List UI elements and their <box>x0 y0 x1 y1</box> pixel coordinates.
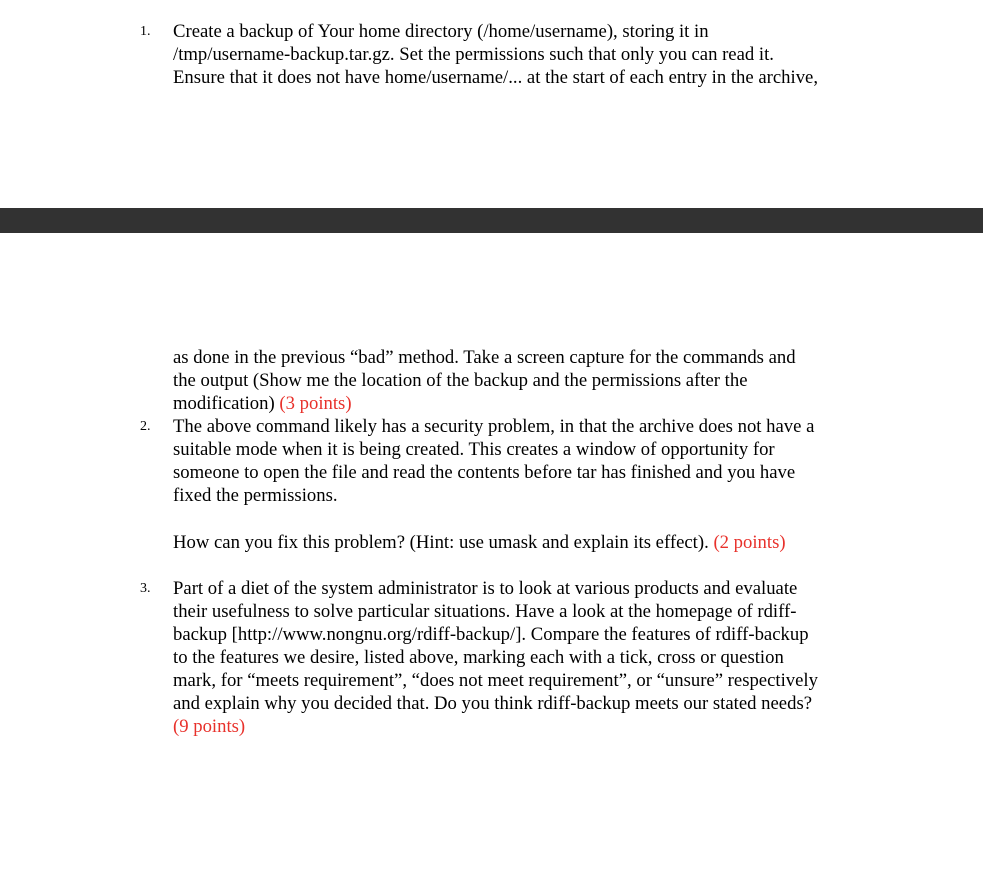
question-3-line: mark, for “meets requirement”, “does not meet requirement”, or “unsure” respectively <box>173 670 818 691</box>
page-break-bar <box>0 208 983 233</box>
question-2-followup <box>173 531 786 554</box>
question-3-line: to the features we desire, listed above, marking each with a tick, cross or question <box>173 647 784 668</box>
question-3-line: backup [http://www.nongnu.org/rdiff-backup/]. Compare the features of rdiff-backup <box>173 624 809 645</box>
question-3-line: Part of a diet of the system administrator is to look at various products and evaluate <box>173 578 798 599</box>
question-1-continuation-line: the output (Show me the location of the backup and the permissions after the <box>173 370 748 391</box>
question-1-line: /tmp/username-backup.tar.gz. Set the permissions such that only you can read it. <box>173 44 774 65</box>
question-2-line: suitable mode when it is being created. This creates a window of opportunity for <box>173 439 775 460</box>
question-2-line: The above command likely has a security problem, in that the archive does not have a <box>173 416 815 437</box>
question-2-line: someone to open the file and read the contents before tar has finished and you have <box>173 462 796 483</box>
question-1-line: Ensure that it does not have home/username/... at the start of each entry in the archive, <box>173 67 819 88</box>
question-2-line: fixed the permissions. <box>173 485 338 506</box>
question-2-points: (2 points) <box>713 532 786 553</box>
question-3-number: 3. <box>140 581 151 596</box>
page-bottom <box>0 233 983 883</box>
question-2-followup-text: How can you fix this problem? (Hint: use umask and explain its effect). <box>173 532 709 553</box>
question-3-points: (9 points) <box>173 716 246 737</box>
question-3-line: their usefulness to solve particular situations. Have a look at the homepage of rdiff- <box>173 601 797 622</box>
question-1-last-line <box>173 392 352 415</box>
page-top <box>0 0 983 208</box>
question-1-last-line-text: modification) <box>173 393 275 414</box>
question-1-number: 1. <box>140 24 151 39</box>
question-2-number: 2. <box>140 419 151 434</box>
question-3-line: and explain why you decided that. Do you think rdiff-backup meets our stated needs? <box>173 693 813 714</box>
question-1-line: Create a backup of Your home directory (/home/username), storing it in <box>173 21 709 42</box>
question-1-points: (3 points) <box>279 393 352 414</box>
question-1-continuation-line: as done in the previous “bad” method. Take a screen capture for the commands and <box>173 347 796 368</box>
